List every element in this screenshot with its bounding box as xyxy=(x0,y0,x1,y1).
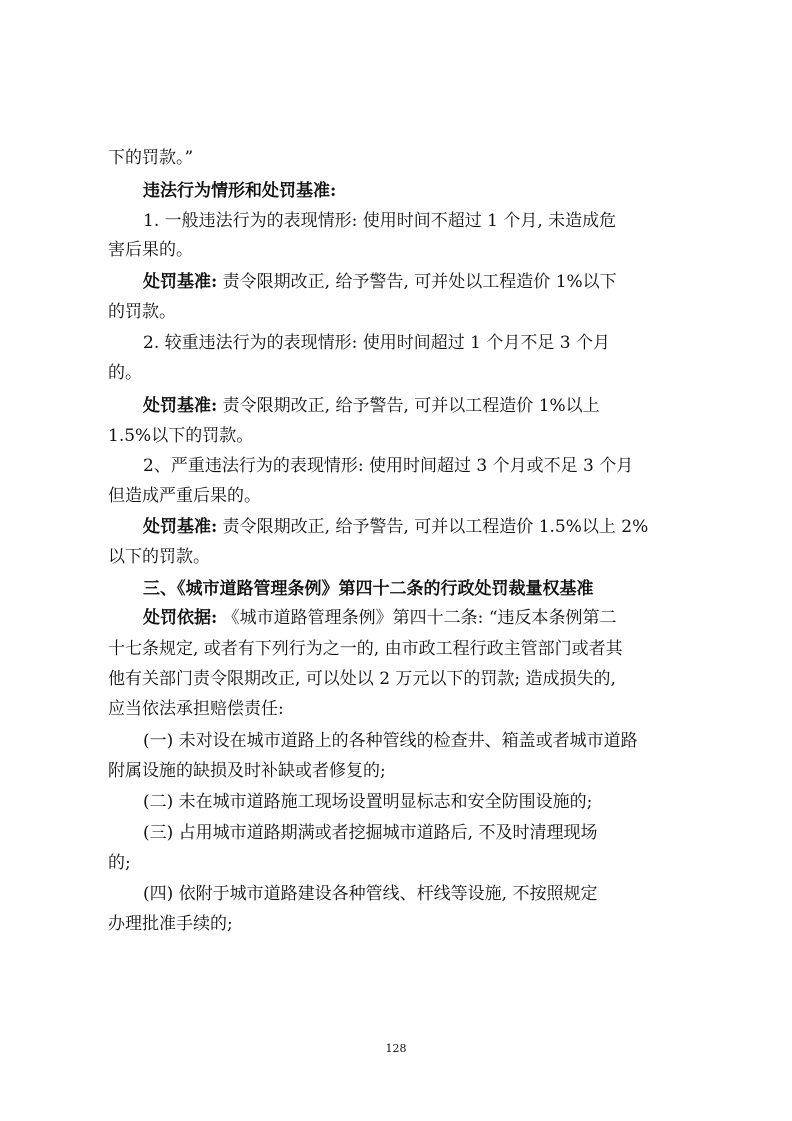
paragraph-line: 2、严重违法行为的表现情形: 使用时间超过 3 个月或不足 3 个月 xyxy=(143,456,634,476)
list-item: (四) 依附于城市道路建设各种管线、杆线等设施, 不按照规定 xyxy=(143,884,598,904)
penalty-label: 处罚基准: xyxy=(143,517,218,537)
paragraph-line: 2. 较重违法行为的表现情形: 使用时间超过 1 个月不足 3 个月 xyxy=(143,333,611,353)
paragraph-line: 的; xyxy=(108,853,131,873)
paragraph-line: 他有关部门责令限期改正, 可以处以 2 万元以下的罚款; 造成损失的, xyxy=(108,669,616,689)
paragraph-line: 处罚基准: 责令限期改正, 给予警告, 可并以工程造价 1.5%以上 2% xyxy=(143,517,649,537)
list-item: (三) 占用城市道路期满或者挖掘城市道路后, 不及时清理现场 xyxy=(143,823,598,843)
paragraph-line: 下的罚款。” xyxy=(108,148,194,168)
paragraph-line: 的罚款。 xyxy=(108,302,176,322)
penalty-label: 处罚基准: xyxy=(143,396,218,416)
paragraph-line: 1.5%以下的罚款。 xyxy=(108,426,254,446)
paragraph-line: 害后果的。 xyxy=(108,240,193,260)
list-item: (一) 未对设在城市道路上的各种管线的检查井、箱盖或者城市道路 xyxy=(143,731,638,751)
paragraph-line: 1. 一般违法行为的表现情形: 使用时间不超过 1 个月, 未造成危 xyxy=(143,211,617,231)
paragraph-line: 处罚基准: 责令限期改正, 给予警告, 可并以工程造价 1%以上 xyxy=(143,396,600,416)
page-number: 128 xyxy=(385,1042,407,1055)
basis-label: 处罚依据: xyxy=(143,608,218,628)
list-item: (二) 未在城市道路施工现场设置明显标志和安全防围设施的; xyxy=(143,792,593,812)
penalty-label: 处罚基准: xyxy=(143,272,218,292)
paragraph-line: 处罚依据: 《城市道路管理条例》第四十二条: “违反本条例第二 xyxy=(143,608,617,628)
section-heading: 违法行为情形和处罚基准: xyxy=(143,181,337,201)
paragraph-line: 附属设施的缺损及时补缺或者修复的; xyxy=(108,761,386,781)
paragraph-line: 处罚基准: 责令限期改正, 给予警告, 可并处以工程造价 1%以下 xyxy=(143,272,617,292)
paragraph-line: 但造成严重后果的。 xyxy=(108,486,261,506)
paragraph-line: 十七条规定, 或者有下列行为之一的, 由市政工程行政主管部门或者其 xyxy=(108,639,623,659)
paragraph-line: 应当依法承担赔偿责任: xyxy=(108,699,284,719)
paragraph-line: 的。 xyxy=(108,363,142,383)
paragraph-line: 办理批准手续的; xyxy=(108,914,233,934)
paragraph-line: 以下的罚款。 xyxy=(108,547,210,567)
section-heading: 三、《城市道路管理条例》第四十二条的行政处罚裁量权基准 xyxy=(143,579,594,599)
